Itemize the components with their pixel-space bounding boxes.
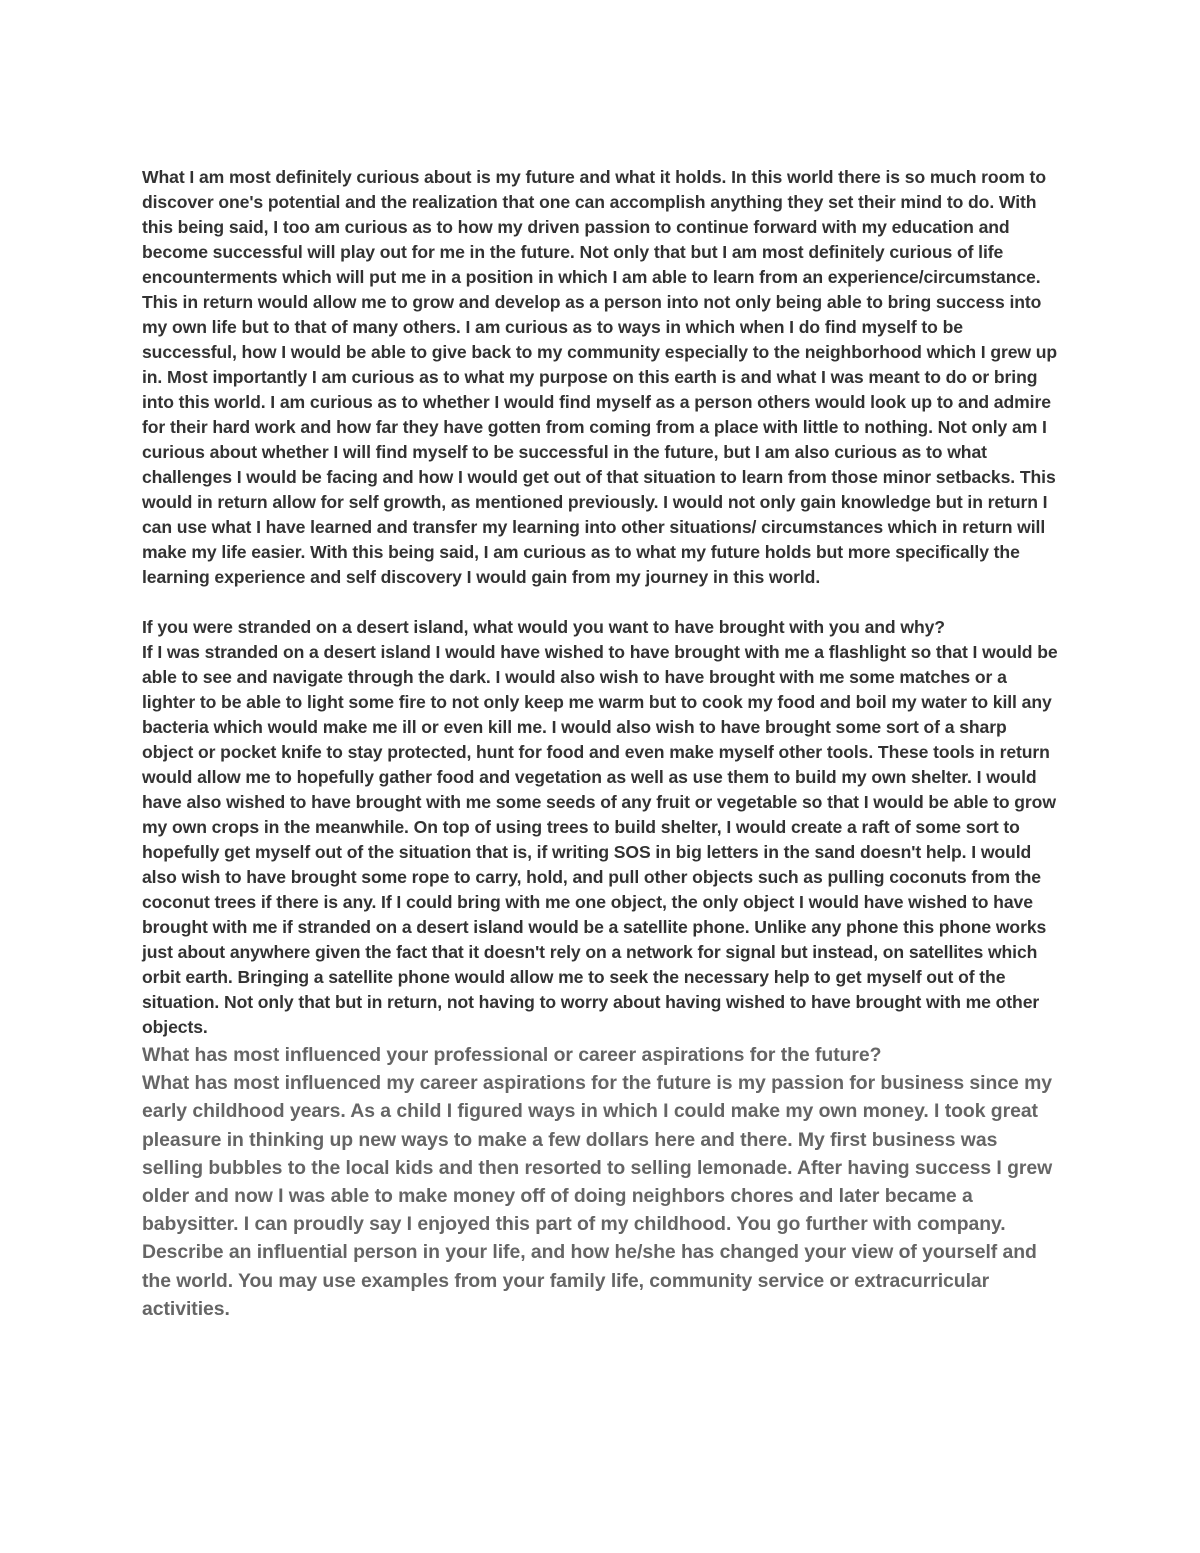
- career-question: What has most influenced your professional or career aspirations for the future?: [142, 1044, 882, 1066]
- island-answer-paragraph: If I was stranded on a desert island I would have wished to have brought with me a flashlight so that I would be able to see and navigate through the dark. I would also wish to have brought with me some matches or a lighter to be able to light some fire to not only keep me warm but to cook my food and boil my water to kill any bacteria which would make me ill or even kill me. I would also wish to have brought some sort of a sharp object or pocket knife to stay protected, hunt for food and even make myself other tools. These tools in return would allow me to hopefully gather food and vegetation as well as use them to build my own shelter. I would have also wished to have brought with me some seeds of any fruit or vegetable so that I would be able to grow my own crops in the meanwhile. On top of using trees to build shelter, I would create a raft of some sort to hopefully get myself out of the situation that is, if writing SOS in big letters in the sand doesn't help. I would also wish to have brought some rope to carry, hold, and pull other objects such as pulling coconuts from the coconut trees if there is any. If I could bring with me one object, the only object I would have wished to have brought with me if stranded on a desert island would be a satellite phone. Unlike any phone this phone works just about anywhere given the fact that it doesn't rely on a network for signal but instead, on satellites which orbit earth. Bringing a satellite phone would allow me to seek the necessary help to get myself out of the situation. Not only that but in return, not having to worry about having wished to have brought with me other objects.: [142, 642, 1058, 1037]
- paragraph-gap: [142, 590, 1060, 615]
- essay-body-gray: [142, 1041, 1060, 1323]
- essay-body-dark: [142, 165, 1060, 1040]
- curiosity-essay-paragraph: What I am most definitely curious about is my future and what it holds. In this world there is so much room to discover one's potential and the realization that one can accomplish anything they set their mind to do. With this being said, I too am curious as to how my driven passion to continue forward with my education and become successful will play out for me in the future. Not only that but I am most definitely curious of life encounterments which will put me in a position in which I am able to learn from an experience/circumstance. This in return would allow me to grow and develop as a person into not only being able to bring success into my own life but to that of many others. I am curious as to ways in which when I do find myself to be successful, how I would be able to give back to my community especially to the neighborhood which I grew up in. Most importantly I am curious as to what my purpose on this earth is and what I was meant to do or bring into this world. I am curious as to whether I would find myself as a person others would look up to and admire for their hard work and how far they have gotten from coming from a place with little to nothing. Not only am I curious about whether I will find myself to be successful in the future, but I am also curious as to what challenges I would be facing and how I would get out of that situation to learn from those minor setbacks. This would in return allow for self growth, as mentioned previously. I would not only gain knowledge but in return I can use what I have learned and transfer my learning into other situations/ circumstances which in return will make my life easier. With this being said, I am curious as to what my future holds but more specifically the learning experience and self discovery I would gain from my journey in this world.: [142, 167, 1058, 587]
- island-question: If you were stranded on a desert island, what would you want to have brought with you and why?: [142, 617, 945, 637]
- career-answer-paragraph: What has most influenced my career aspirations for the future is my passion for business since my early childhood years. As a child I figured ways in which I could make my own money. I took great pleasure in thinking up new ways to make a few dollars here and there. My first business was selling bubbles to the local kids and then resorted to selling lemonade. After having success I grew older and now I was able to make money off of doing neighbors chores and later became a babysitter. I can proudly say I enjoyed this part of my childhood. You go further with company.: [142, 1072, 1053, 1236]
- influential-person-question: Describe an influential person in your life, and how he/she has changed your view of yourself and the world. You may use examples from your family life, community service or extracurricular activities.: [142, 1241, 1037, 1320]
